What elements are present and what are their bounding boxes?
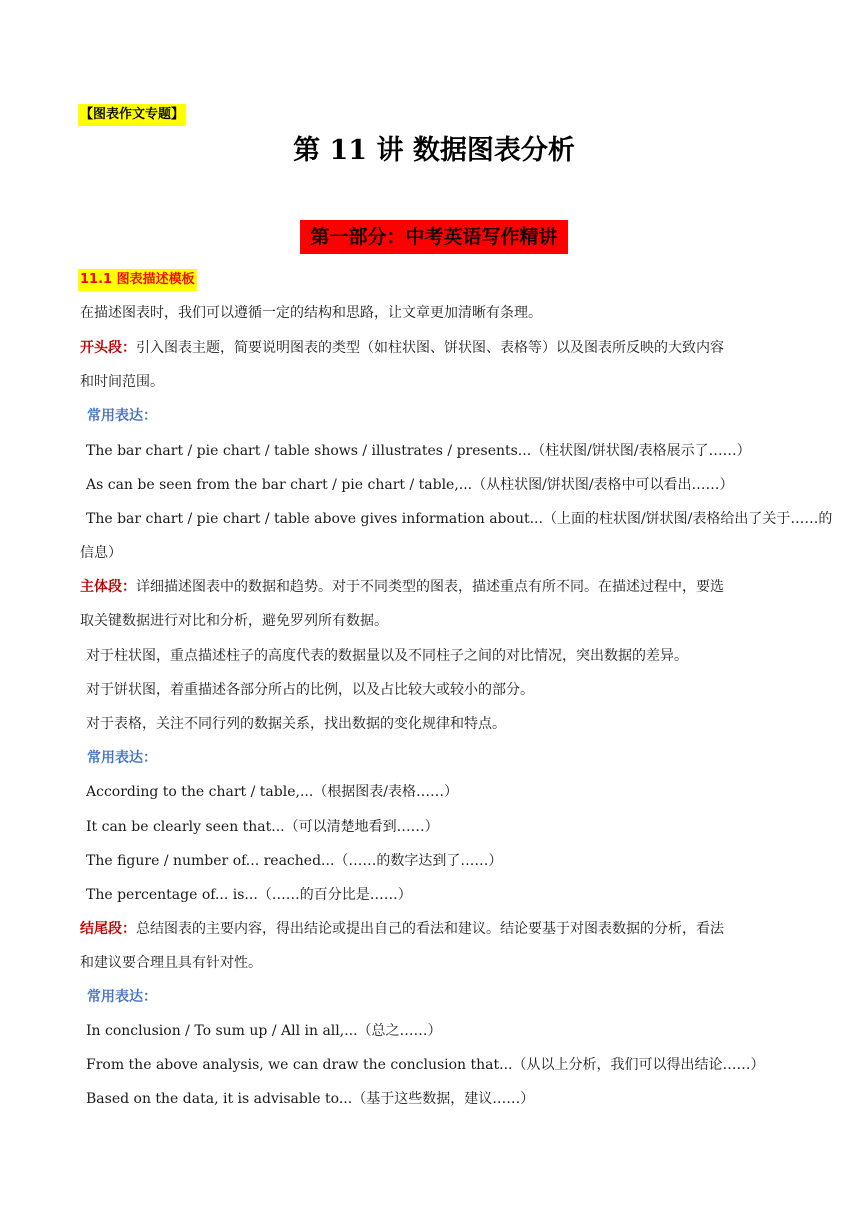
body-expr-4: The percentage of... is...（……的百分比是……）	[86, 887, 412, 903]
body-point-pie: 对于饼状图，着重描述各部分所占的比例，以及占比较大或较小的部分。	[86, 682, 534, 698]
opening-text-1: 引入图表主题，简要说明图表的类型（如柱状图、饼状图、表格等）以及图表所反映的大致内容	[136, 340, 724, 356]
closing-expr-3: Based on the data, it is advisable to...（基于这些数据，建议……）	[86, 1091, 535, 1107]
intro-text: 在描述图表时，我们可以遵循一定的结构和思路，让文章更加清晰有条理。	[80, 305, 542, 321]
opening-text-2: 和时间范围。	[80, 374, 164, 390]
opening-expr-2: As can be seen from the bar chart / pie chart / table,...（从柱状图/饼状图/表格中可以看出……）	[86, 477, 734, 493]
opening-expr-label: 常用表达：	[87, 408, 157, 424]
closing-expr-2: From the above analysis, we can draw the conclusion that...（从以上分析，我们可以得出结论……）	[86, 1057, 765, 1073]
closing-line-1	[80, 919, 724, 939]
opening-expr-3-tail: 信息）	[80, 545, 122, 561]
body-expr-1: According to the chart / table,...（根据图表/表格……）	[86, 784, 459, 800]
body-expr-3: The figure / number of... reached...（……的数字达到了……）	[86, 853, 503, 869]
page-title: 第 11 讲 数据图表分析	[293, 135, 575, 166]
body-text-1: 详细描述图表中的数据和趋势。对于不同类型的图表，描述重点有所不同。在描述过程中，要选	[136, 579, 724, 595]
opening-line-1	[80, 338, 724, 358]
body-label: 主体段：	[80, 579, 136, 595]
opening-expr-3: The bar chart / pie chart / table above gives information about...（上面的柱状图/饼状图/表格给出了关于……的	[86, 511, 833, 527]
closing-expr-1: In conclusion / To sum up / All in all,...（总之……）	[86, 1023, 442, 1039]
topic-tag: 【图表作文专题】	[78, 104, 186, 126]
body-point-bar: 对于柱状图，重点描述柱子的高度代表的数据量以及不同柱子之间的对比情况，突出数据的差异。	[86, 648, 688, 664]
closing-text-2: 和建议要合理且具有针对性。	[80, 955, 262, 971]
body-expr-label: 常用表达：	[87, 750, 157, 766]
section-heading: 11.1 图表描述模板	[78, 269, 197, 291]
closing-label: 结尾段：	[80, 921, 136, 937]
body-expr-2: It can be clearly seen that...（可以清楚地看到……）	[86, 819, 439, 835]
closing-text-1: 总结图表的主要内容，得出结论或提出自己的看法和建议。结论要基于对图表数据的分析，看法	[136, 921, 724, 937]
opening-expr-1: The bar chart / pie chart / table shows / illustrates / presents...（柱状图/饼状图/表格展示了……）	[86, 443, 751, 459]
body-line-1	[80, 577, 724, 597]
closing-expr-label: 常用表达：	[87, 989, 157, 1005]
body-point-table: 对于表格，关注不同行列的数据关系，找出数据的变化规律和特点。	[86, 716, 506, 732]
opening-label: 开头段：	[80, 340, 136, 356]
part-heading: 第一部分：中考英语写作精讲	[300, 220, 568, 254]
body-text-2: 取关键数据进行对比和分析，避免罗列所有数据。	[80, 613, 388, 629]
